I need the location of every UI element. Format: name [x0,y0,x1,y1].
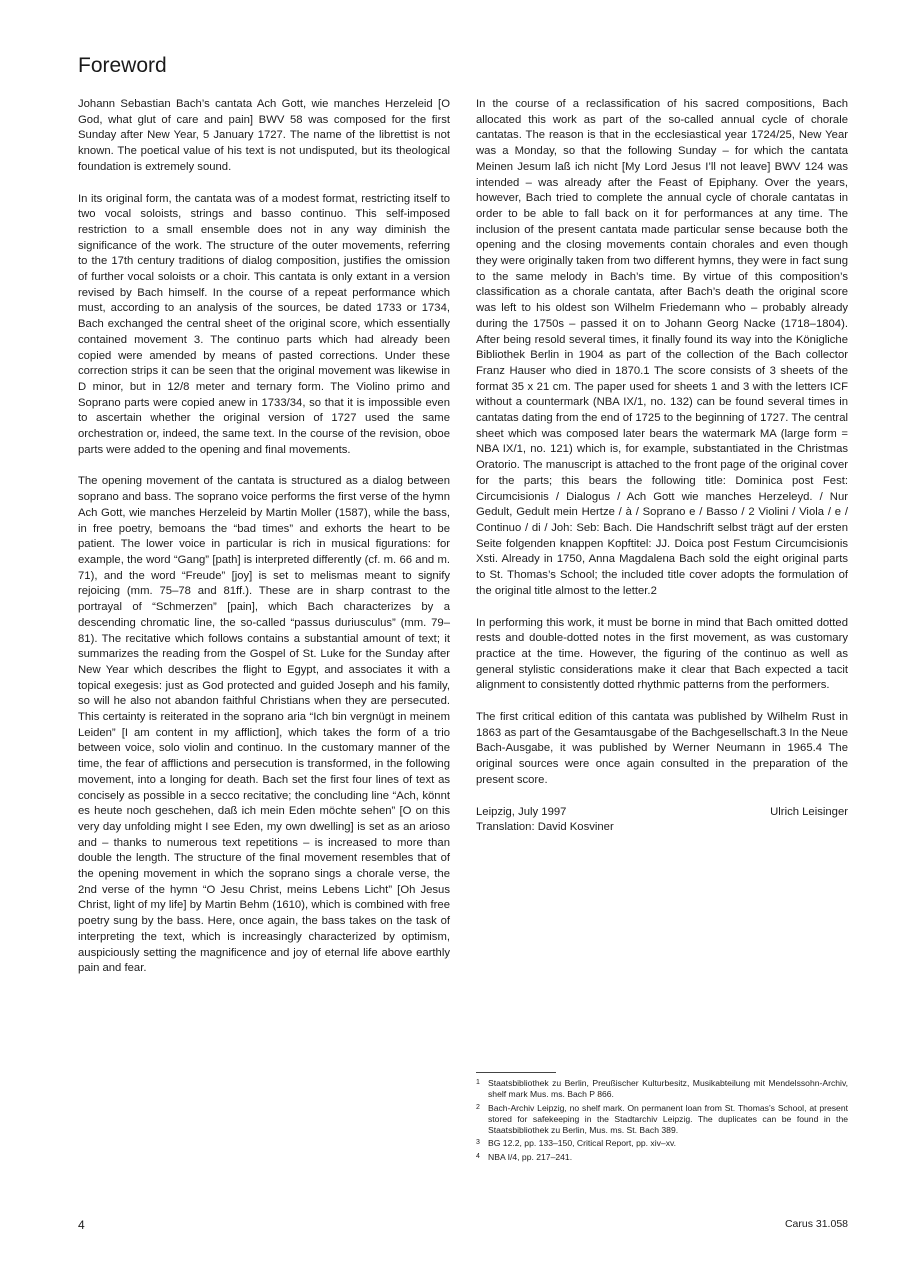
footnote-text: Bach-Archiv Leipzig, no shelf mark. On permanent loan from St. Thomas’s School, at present stored for safekeeping in the Stadtarchiv Leipzig. The duplicates can be found in the Staatsbibliothek zu Berlin, Mus. ms. St. Bach 389. [488,1102,848,1136]
footnote [476,1138,848,1149]
footnotes [476,1078,848,1165]
footnote-number: 2 [476,1103,480,1111]
paragraph: Johann Sebastian Bach’s cantata Ach Gott, wie manches Herzeleid [O God, what glut of care and pain] BWV 58 was composed for the first Sunday after New Year, 5 January 1727. The name of the librettist is not known. The poetical value of his text is not undisputed, but its theological foundation is extremely sound. [78,98,450,173]
footnote [476,1103,848,1137]
page-number: 4 [78,1218,85,1232]
paragraph: The first critical edition of this cantata was published by Wilhelm Rust in 1863 as part of the Gesamtausgabe of the Bachgesellschaft.3 In the Neue Bach-Ausgabe, it was published by Werner Neumann in 1965.4 The original sources were once again consulted in the preparation of the present score. [476,711,848,786]
footnote [476,1152,848,1163]
translator-credit: Translation: David Kosviner [476,821,614,834]
paragraph: In the course of a reclassification of his sacred compositions, Bach allocated this work as part of the so-called annual cycle of chorale cantatas. The reason is that in the ecclesiastical year 1724/25, New Year was a Monday, so that the following Sunday – for which the cantata Meinen Jesum laß ich nicht [My Lord Jesus I’ll not leave] BWV 124 was intended – was already after the Feast of Epiphany. Over the years, however, Bach tried to complete the annual cycle of chorale cantatas in order to be able to fall back on it for performances at any time. The inclusion of the present cantata made particular sense because both the opening and the closing movements contain chorales and even though they were originally taken from two different hymns, they were in fact sung to the same melody in Bach’s time. By virtue of this composition’s classification as a chorale cantata, after Bach’s death the original score was left to his oldest son Wilhelm Friedemann who – probably already during the 1750s – passed it on to Johann Georg Nacke (1718–1804). After being resold several times, it finally found its way into the Königliche Bibliothek Berlin in 1904 as part of the collection of the Bach collector Franz Hauser who died in 1870.1 The score consists of 3 sheets of the format 35 x 21 cm. The paper used for sheets 1 and 3 with the letters ICF without a countermark (NBA IX/1, no. 132) can be found several times in cantatas dating from the end of 1725 to the beginning of 1727. The central sheet which was composed later bears the watermark MA (large form = NBA IX/1, no. 121) which is, for example, substantiated in the Christmas Oratorio. The manuscript is attached to the front page of the original cover for the parts; this bears the following title: Dominica post Fest: Circumcisionis / Dialogus / Ach Gott wie manches Herzeleyd. / Nur Gedult, Gedult mein Hertze / à / Soprano e / Basso / 2 Violini / Viola / e / Continuo / di / Joh: Seb: Bach. Die Handschrift selbst trägt auf der ersten Seite folgenden knappen Kopftitel: JJ. Doica post Festum Circumcisionis Xsti. Already in 1750, Anna Magdalena Bach sold the eight original parts to St. Thomas’s School; the included title cover adopts the formulation of the original title almost to the letter.2 [476,98,848,597]
footnote-number: 4 [476,1152,480,1160]
paragraph: In performing this work, it must be borne in mind that Bach omitted dotted rests and double-dotted notes in the first movement, as was customary practice at the time. However, the figuring of the continuo as well as general stylistic considerations make it clear that Bach expected a tacit alignment to consistently dotted rhythmic patterns from the performers. [476,616,848,692]
footnote-number: 3 [476,1139,480,1147]
left-column [78,97,450,977]
signature-row [476,805,848,821]
footnote-number: 1 [476,1079,480,1086]
footnote-text: Staatsbibliothek zu Berlin, Preußischer Kulturbesitz, Musikabteilung mit Mendelssohn-Archiv, shelf mark Mus. ms. Bach P 866. [488,1078,848,1100]
right-column [476,97,848,836]
author-name: Ulrich Leisinger [770,805,848,818]
footnote-text: BG 12.2, pp. 133–150, Critical Report, pp. xiv–xv. [488,1138,677,1149]
paragraph: The opening movement of the cantata is structured as a dialog between soprano and bass. The soprano voice performs the first verse of the hymn Ach Gott, wie manches Herzeleid by Martin Moller (1587), while the bass, in free poetry, bemoans the “bad times” and exhorts the heart to be patient. The lower voice in particular is rich in musical figurations: for example, the word “Gang” [path] is interpreted differently (cf. m. 66 and m. 71), and the word “Freude” [joy] is set to melismas meant to signify rejoicing (mm. 75–78 and 81ff.). These are in sharp contrast to the portrayal of “Schmerzen” [pain], which Bach characterizes by a descending chromatic line, the so-called “passus duriusculus” (mm. 79–81). The recitative which follows contains a substantial amount of text; it summarizes the reading from the Gospel of St. Luke for the Sunday after New Year which describes the flight to Egypt, and associates it with a topical exegesis: just as God protected and guided Joseph and his family, so will he also not abandon faithful Christians when they are persecuted. This certainty is reiterated in the soprano aria “Ich bin vergnügt in meinem Leiden” [I am content in my affliction], which takes the form of a trio between voice, solo violin and continuo. In the customary manner of the time, the fear of afflictions and persecution is transformed, in the following movement, into a longing for death. Bach set the first four lines of text as concisely as possible in a secco recitative; the concluding line “Ach, könnt es heute noch geschehen, daß ich mein Eden möchte sehen” [O on this very day unfolding might I see Eden, my own dwelling] is set as an arioso and – thanks to numerous text repetitions – is increased to more than double the length. The structure of the final movement resembles that of the opening movement in which the soprano sings a chorale verse, the 2nd verse of the hymn “O Jesu Christ, meins Lebens Licht” [Oh Jesus Christ, light of my life] by Martin Behm (1610), which is combined with free poetry sung by the bass. Here, once again, the bass takes on the task of interpreting the text, which is increasingly characterized by optimism, auspiciously setting the magnificence and joy of eternal life above earthly pain and fear. [78,475,450,975]
paragraph: In its original form, the cantata was of a modest format, restricting itself to two vocal soloists, strings and basso continuo. This self-imposed restriction to a small ensemble does not in any way diminish the significance of the work. The structure of the outer movements, referring to the 17th century traditions of dialog composition, justifies the omission of further vocal soloists or a choir. This cantata is only extant in a version revised by Bach himself. In the course of a repeat performance which must, according to an analysis of the sources, be dated 1733 or 1734, Bach exchanged the central sheet of the original score, which essentially contained movement 3. The continuo parts which had already been copied were amended by means of pasted corrections. Under these correction strips it can be seen that the original movement was likewise in D minor, but in 12/8 meter and ternary form. The Violino primo and Soprano parts were copied anew in 1733/34, so that it is impossible even to ascertain whether the original version of 1727 used the same orchestration or, indeed, the same text. In the course of the revision, oboe parts were added to the opening and final movements. [78,192,450,456]
page-title: Foreword [78,54,167,77]
catalog-number: Carus 31.058 [784,1218,848,1230]
place-date: Leipzig, July 1997 [476,805,567,818]
footnote-text: NBA I/4, pp. 217–241. [488,1151,573,1162]
footnote [476,1078,848,1101]
